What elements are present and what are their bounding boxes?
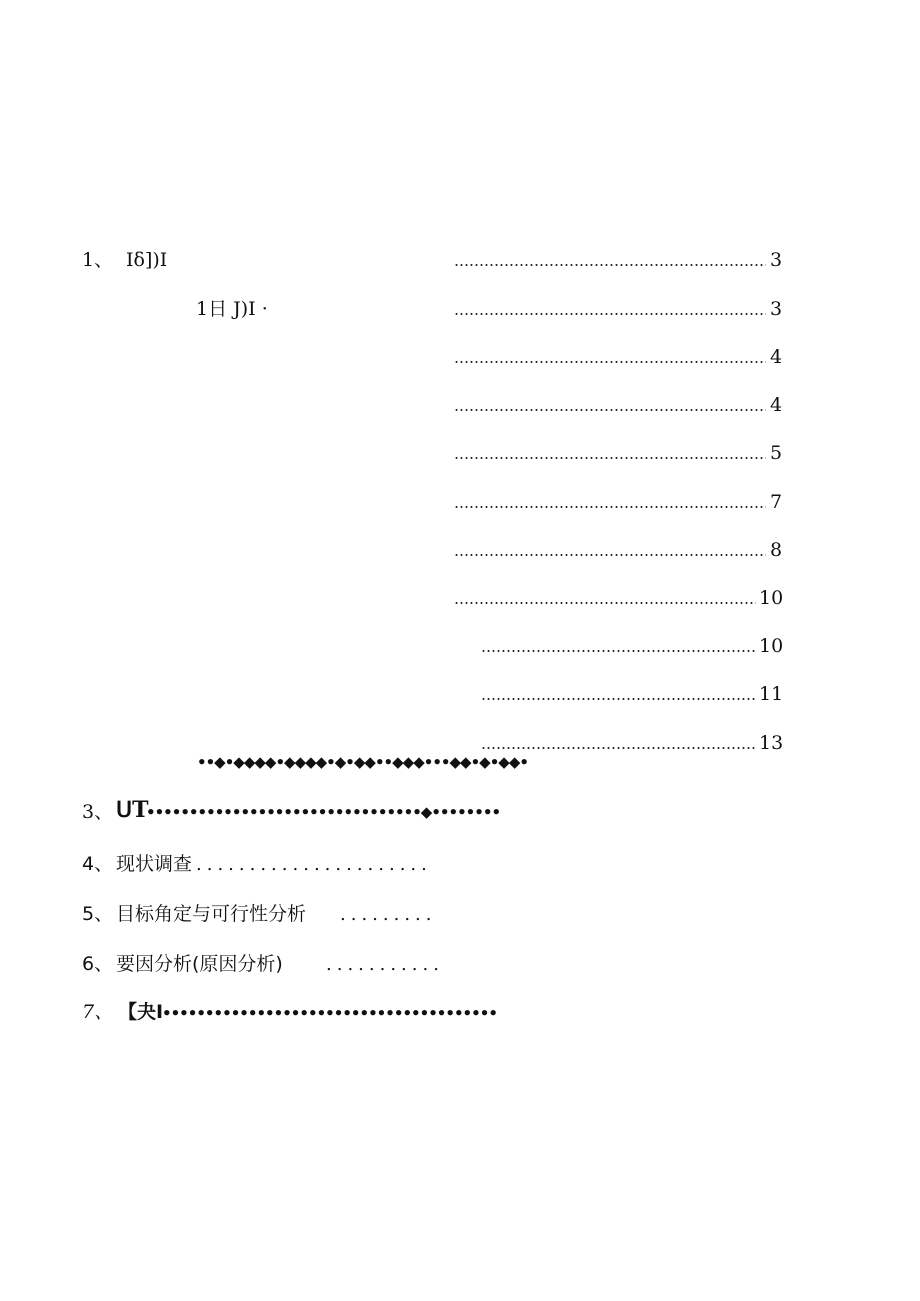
toc-entry-7-dots: •••••••••••••••••••••••••••••••••••••••: [162, 1004, 497, 1022]
toc-page-number: 5: [770, 442, 783, 464]
toc-page-number: 13: [759, 732, 784, 754]
toc-page-number: 8: [770, 539, 783, 561]
toc-entry-3-number: 3、: [82, 801, 114, 823]
toc-page-number: 7: [770, 491, 783, 513]
leader-dots: [454, 409, 766, 411]
toc-entry-3-label: ᑌT: [116, 797, 149, 823]
toc-page-number: 4: [770, 394, 783, 416]
toc-entry-5-number: 5、: [82, 903, 114, 925]
leader-dots: [454, 554, 766, 556]
toc-entry-4-label: 现状调查: [116, 853, 193, 875]
heavy-dot-row: ••◆•◆◆◆◆•◆◆◆◆•◆•◆◆••◆◆◆•••◆◆•◆•◆◆•: [197, 753, 528, 771]
toc-entry-1-sub-page: 3: [770, 298, 783, 320]
toc-entry-1-sub-label: 1日 J)I ·: [196, 298, 268, 320]
toc-entry-4-dots: ......................: [196, 854, 432, 875]
leader-dots: [454, 264, 766, 266]
leader-dots: [454, 602, 756, 604]
toc-entry-6-label: 要因分析(原因分析): [116, 953, 283, 975]
leader-dots: [481, 650, 756, 652]
toc-entry-3-dots: ••••••••••••••••••••••••••••••••◆••••••••: [146, 803, 501, 821]
toc-entry-1-page: 3: [770, 249, 783, 271]
toc-entry-6-dots: ...........: [326, 954, 444, 975]
toc-entry-6-number: 6、: [82, 953, 114, 975]
leader-dots: [454, 506, 766, 508]
leader-dots: [454, 313, 766, 315]
toc-entry-7-number: 7、: [82, 1001, 114, 1023]
toc-page-number: 10: [759, 635, 784, 657]
leader-dots: [481, 747, 756, 749]
leader-dots: [454, 457, 766, 459]
leader-dots: [454, 361, 766, 363]
toc-entry-5-label: 目标角定与可行性分析: [116, 903, 307, 925]
toc-page-number: 4: [770, 346, 783, 368]
toc-entry-1-number: 1、: [82, 249, 114, 271]
toc-entry-5-dots: .........: [340, 904, 437, 925]
toc-entry-7-label: 【夬I: [118, 1001, 164, 1023]
toc-page-number: 11: [759, 683, 784, 705]
leader-dots: [481, 698, 756, 700]
toc-page-number: 10: [759, 587, 784, 609]
toc-entry-1-label: Iδ])I: [126, 249, 168, 271]
toc-entry-4-number: 4、: [82, 853, 114, 875]
